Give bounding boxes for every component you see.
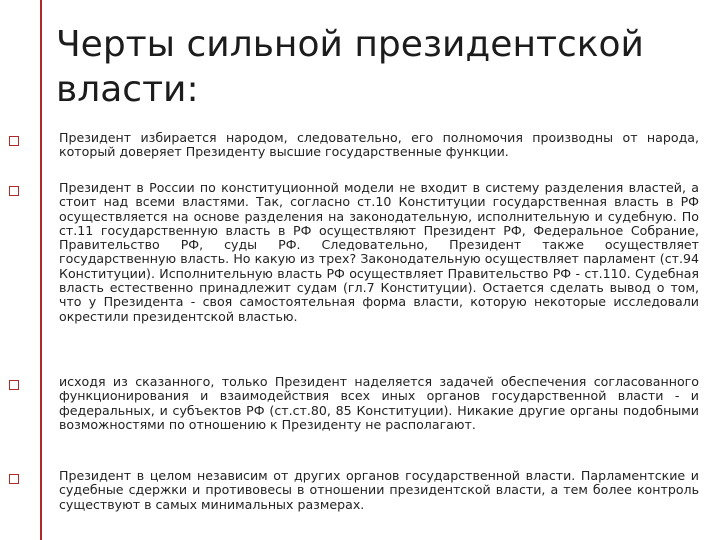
square-bullet-icon [9, 380, 19, 390]
square-bullet-icon [9, 474, 19, 484]
square-bullet-icon [9, 186, 19, 196]
bullet-text: Президент в России по конституционной модели не входит в систему разделения властей, а стоит над всеми властями. Так, согласно ст.10 Конституции государственная власть в РФ осуществляется на основе разделения на законодательную, исполнительную и судебную. По ст.11 государственную власть в РФ осуществляют Президент РФ, Федеральное Собрание, Правительство РФ, суды РФ. Следовательно, Президент также осуществляет государственную власть. Но какую из трех? Законодательную осуществляет парламент (ст.94 Конституции). Исполнительную власть РФ осуществляет Правительство РФ - ст.110. Судебная власть естественно принадлежит судам (гл.7 Конституции). Остается сделать вывод о том, что у Президента - своя самостоятельная форма власти, которую некоторые исследовали окрестили президентской властью. [59, 180, 699, 324]
slide-title: Черты сильной президентской власти: [56, 24, 644, 110]
bullet-text: исходя из сказанного, только Президент наделяется задачей обеспечения согласованного функционирования и взаимодействия всех иных органов государственной власти - и федеральных, и субъектов РФ (ст.ст.80, 85 Конституции). Никакие другие органы подобными возможностями по отношению к Президенту не располагают. [59, 374, 699, 432]
bullet-text: Президент в целом независим от других органов государственной власти. Парламентские и судебные сдержки и противовесы в отношении президентской власти, а тем более контроль существуют в самых минимальных размерах. [59, 468, 699, 512]
bullet-text: Президент избирается народом, следовательно, его полномочия производны от народа, который доверяет Президенту высшие государственные функции. [59, 130, 699, 160]
square-bullet-icon [9, 136, 19, 146]
